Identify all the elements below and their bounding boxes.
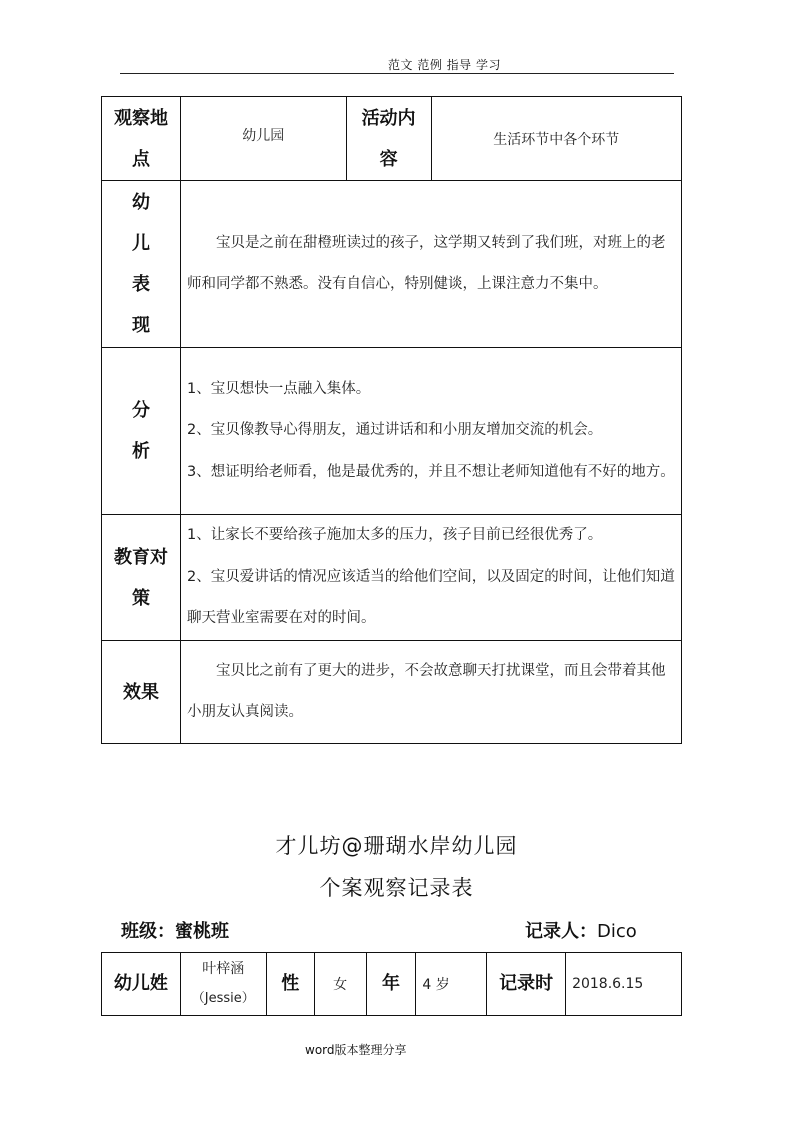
page-footer: word版本整理分享 — [305, 1043, 407, 1057]
child-name-label: 幼儿姓 — [102, 953, 181, 1016]
header-divider — [120, 73, 674, 74]
school-title: 才儿坊@珊瑚水岸幼儿园 — [275, 834, 518, 858]
strategy-content — [180, 515, 681, 641]
recorder-line — [525, 917, 637, 943]
child-name-cell — [180, 953, 266, 1016]
behavior-label: 幼儿表现 — [102, 181, 181, 348]
page-header: 范文 范例 指导 学习 — [388, 58, 501, 72]
activity-value: 生活环节中各个环节 — [431, 97, 681, 181]
effect-label: 效果 — [102, 641, 181, 744]
location-row — [102, 97, 682, 181]
child-name-value: 叶梓涵 — [202, 961, 245, 977]
age-value: 4 岁 — [416, 953, 487, 1016]
effect-text: 宝贝比之前有了更大的进步，不会故意聊天打扰课堂，而且会带着其他小朋友认真阅读。 — [180, 641, 681, 744]
class-value: 蜜桃班 — [175, 921, 229, 942]
gender-label: 性 — [266, 953, 314, 1016]
gender-value: 女 — [314, 953, 366, 1016]
behavior-row — [102, 181, 682, 348]
strategy-row — [102, 515, 682, 641]
strategy-item-2: 2、宝贝爱讲话的情况应该适当的给他们空间，以及固定的时间，让他们知道聊天营业室需要在对的时间。 — [186, 568, 675, 627]
behavior-text: 宝贝是之前在甜橙班读过的孩子，这学期又转到了我们班，对班上的老师和同学都不熟悉。没有自信心，特别健谈，上课注意力不集中。 — [180, 181, 681, 348]
class-label: 班级： — [121, 921, 175, 942]
observation-table — [101, 96, 682, 744]
analysis-row — [102, 348, 682, 515]
analysis-label: 分析 — [102, 348, 181, 515]
effect-row — [102, 641, 682, 744]
child-info-row — [102, 953, 682, 1016]
child-english-name: （Jessie） — [191, 991, 255, 1006]
recorder-value: Dico — [597, 921, 637, 942]
strategy-item-1: 1、让家长不要给孩子施加太多的压力，孩子目前已经很优秀了。 — [186, 527, 603, 544]
analysis-content — [180, 348, 681, 515]
age-label: 年 — [366, 953, 416, 1016]
analysis-item-1: 1、宝贝想快一点融入集体。 — [186, 380, 371, 397]
analysis-item-2: 2、宝贝像教导心得朋友，通过讲话和和小朋友增加交流的机会。 — [186, 422, 603, 439]
record-time-label: 记录时 — [487, 953, 566, 1016]
strategy-label: 教育对策 — [102, 515, 181, 641]
location-label: 观察地点 — [102, 97, 181, 181]
location-value: 幼儿园 — [180, 97, 346, 181]
child-info-table — [101, 952, 682, 1016]
recorder-label: 记录人： — [525, 921, 597, 942]
record-time-value: 2018.6.15 — [566, 953, 682, 1016]
class-line — [121, 917, 229, 943]
activity-label: 活动内容 — [346, 97, 431, 181]
analysis-item-3: 3、想证明给老师看，他是最优秀的，并且不想让老师知道他有不好的地方。 — [186, 463, 675, 480]
form-title: 个案观察记录表 — [319, 876, 474, 900]
